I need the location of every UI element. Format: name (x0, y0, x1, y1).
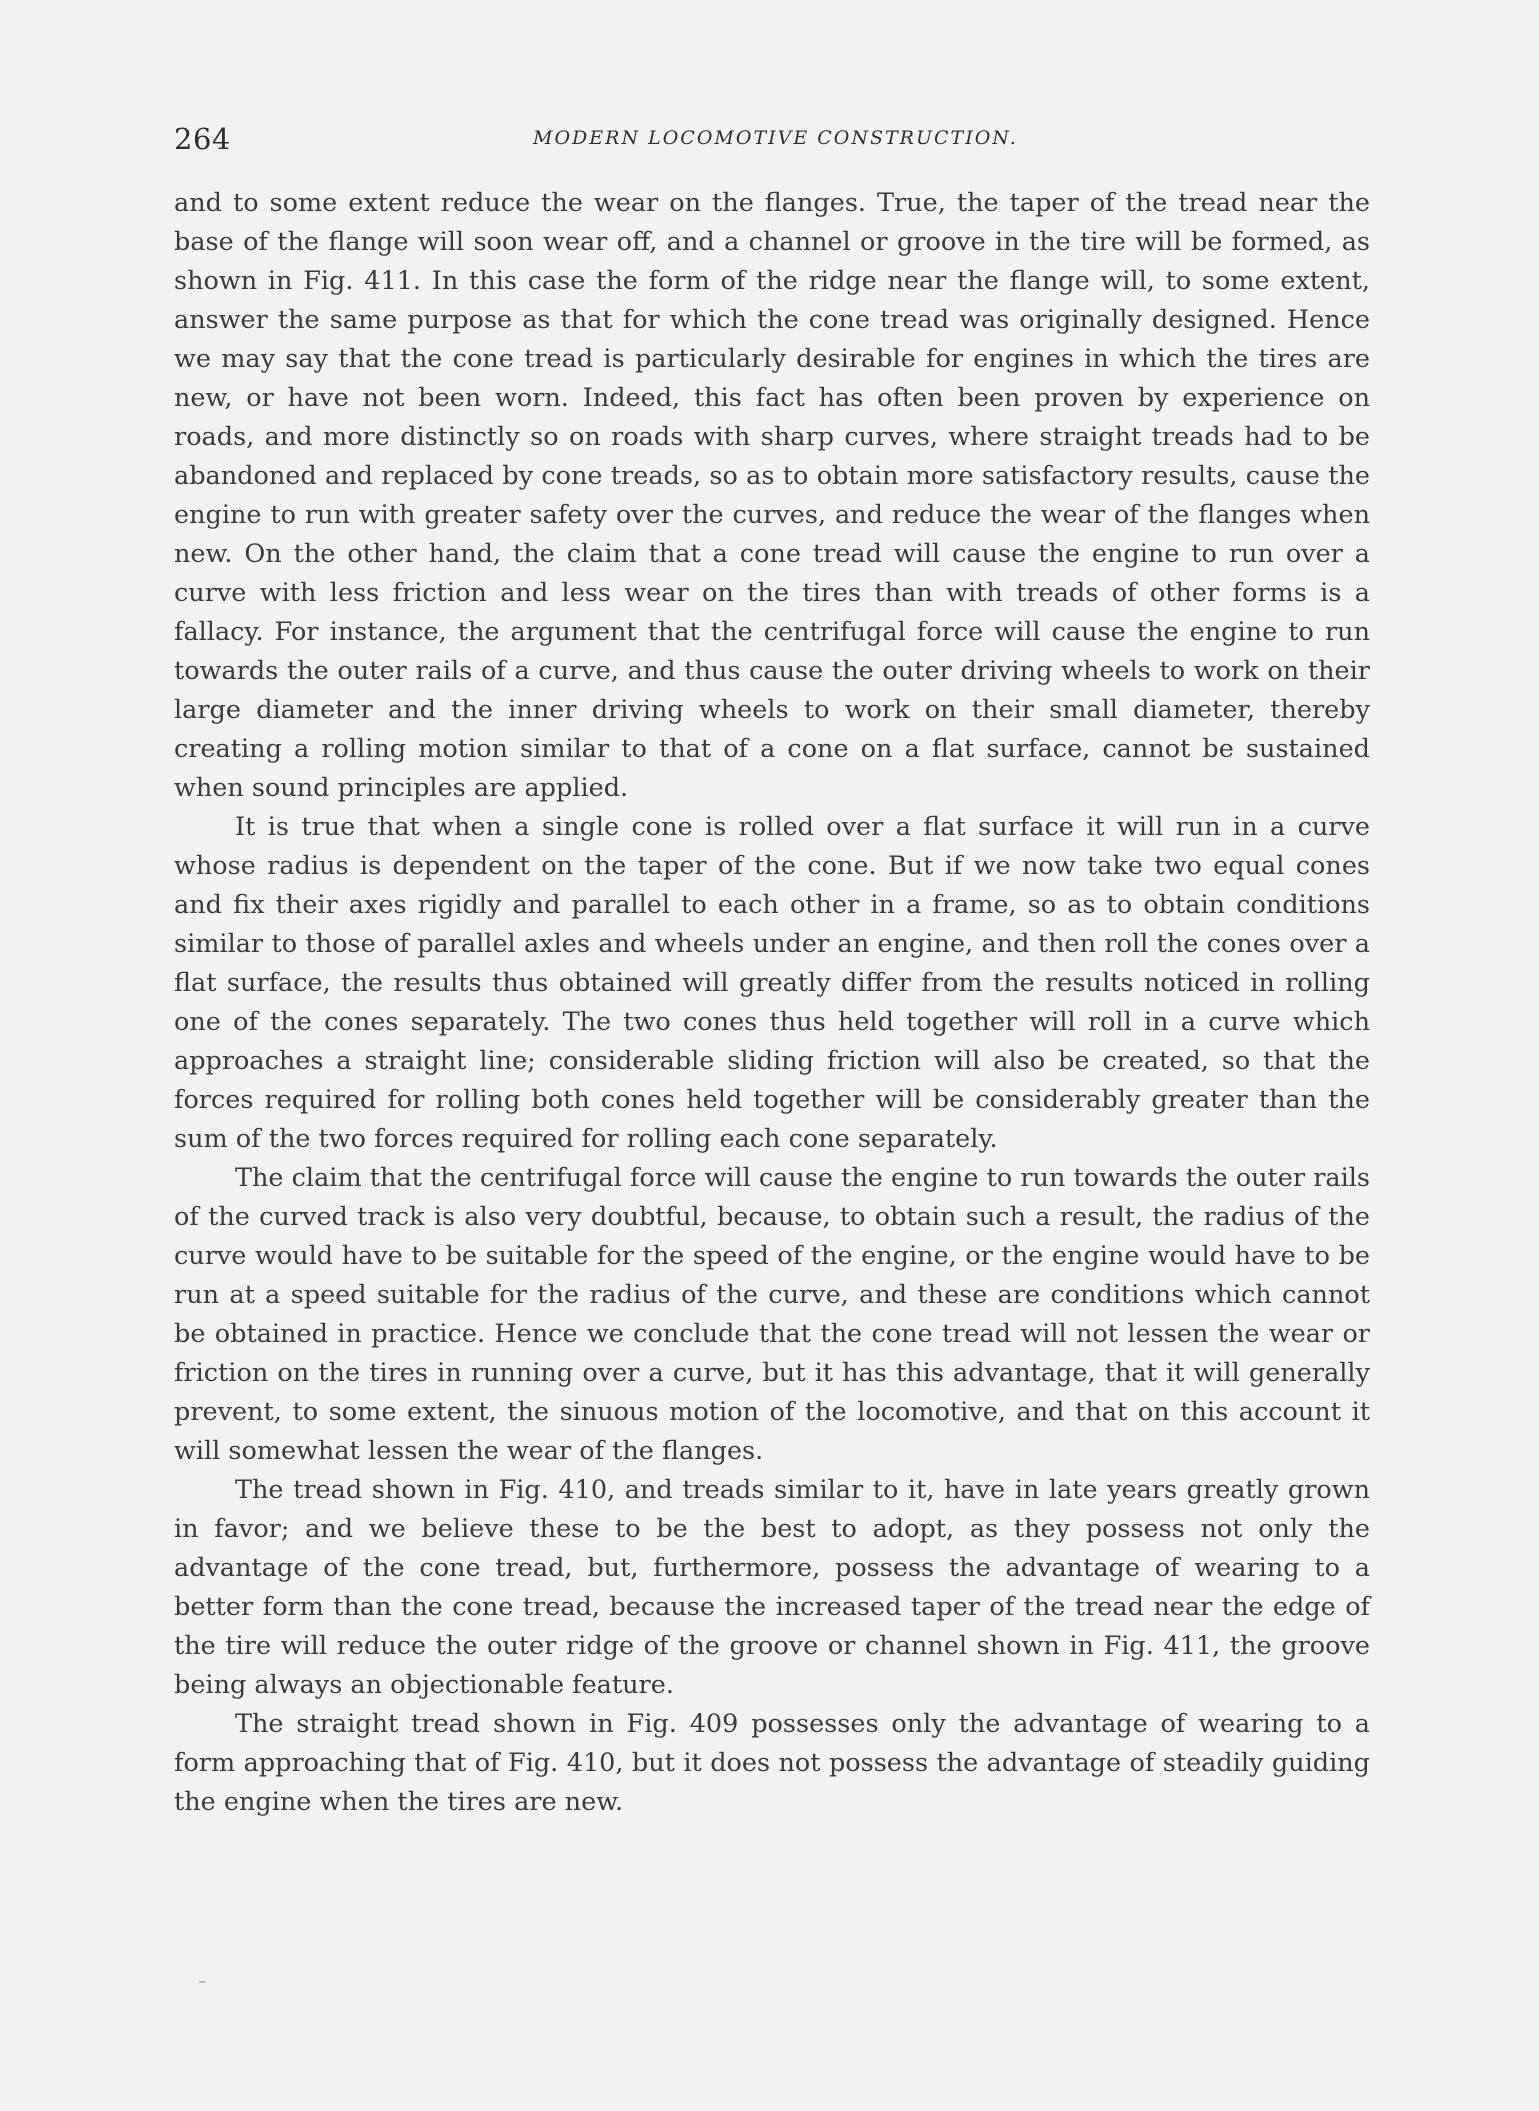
page-header (174, 122, 1370, 162)
paragraph: The tread shown in Fig. 410, and treads similar to it, have in late years greatly grown in favor; and we believe these to be the best to adopt, as they possess not only the advantage of the cone tread, but, furthermore, possess the advantage of wearing to a better form than the cone tread, because the increased taper of the tread near the edge of the tire will reduce the outer ridge of the groove or channel shown in Fig. 411, the groove being always an objectionable feature. (174, 1475, 1370, 1700)
running-title: MODERN LOCOMOTIVE CONSTRUCTION. (533, 127, 1018, 149)
paper-speck (199, 1981, 206, 1983)
paragraph: The straight tread shown in Fig. 409 possesses only the advantage of wearing to a form approaching that of Fig. 410, but it does not possess the advantage of steadily guiding the engine when the tires are new. (174, 1709, 1370, 1817)
paragraph: It is true that when a single cone is rolled over a flat surface it will run in a curve whose radius is dependent on the taper of the cone. But if we now take two equal cones and fix their axes rigidly and parallel to each other in a frame, so as to obtain conditions similar to those of parallel axles and wheels under an engine, and then roll the cones over a flat surface, the results thus obtained will greatly differ from the results noticed in rolling one of the cones separately. The two cones thus held together will roll in a curve which approaches a straight line; considerable sliding friction will also be created, so that the forces required for rolling both cones held together will be considerably greater than the sum of the two forces required for rolling each cone separately. (174, 812, 1370, 1154)
page-number: 264 (174, 122, 231, 156)
paragraph: The claim that the centrifugal force will cause the engine to run towards the outer rails of the curved track is also very doubtful, because, to obtain such a result, the radius of the curve would have to be suitable for the speed of the engine, or the engine would have to be run at a speed suitable for the radius of the curve, and these are conditions which cannot be obtained in practice. Hence we conclude that the cone tread will not lessen the wear or friction on the tires in running over a curve, but it has this advantage, that it will generally prevent, to some extent, the sinuous motion of the locomotive, and that on this account it will somewhat lessen the wear of the flanges. (174, 1163, 1370, 1466)
paragraph-continued: and to some extent reduce the wear on the flanges. True, the taper of the tread near the base of the flange will soon wear off, and a channel or groove in the tire will be formed, as shown in Fig. 411. In this case the form of the ridge near the flange will, to some extent, answer the same purpose as that for which the cone tread was originally designed. Hence we may say that the cone tread is particularly desirable for engines in which the tires are new, or have not been worn. Indeed, this fact has often been proven by experience on roads, and more distinctly so on roads with sharp curves, where straight treads had to be abandoned and replaced by cone treads, so as to obtain more satisfactory results, cause the engine to run with greater safety over the curves, and reduce the wear of the flanges when new. On the other hand, the claim that a cone tread will cause the engine to run over a curve with less friction and less wear on the tires than with treads of other forms is a fallacy. For instance, the argument that the centrifugal force will cause the engine to run towards the outer rails of a curve, and thus cause the outer driving wheels to work on their large diameter and the inner driving wheels to work on their small diameter, thereby creating a rolling motion similar to that of a cone on a flat surface, cannot be sustained when sound principles are applied. (174, 188, 1370, 803)
body-text (174, 184, 1370, 1822)
